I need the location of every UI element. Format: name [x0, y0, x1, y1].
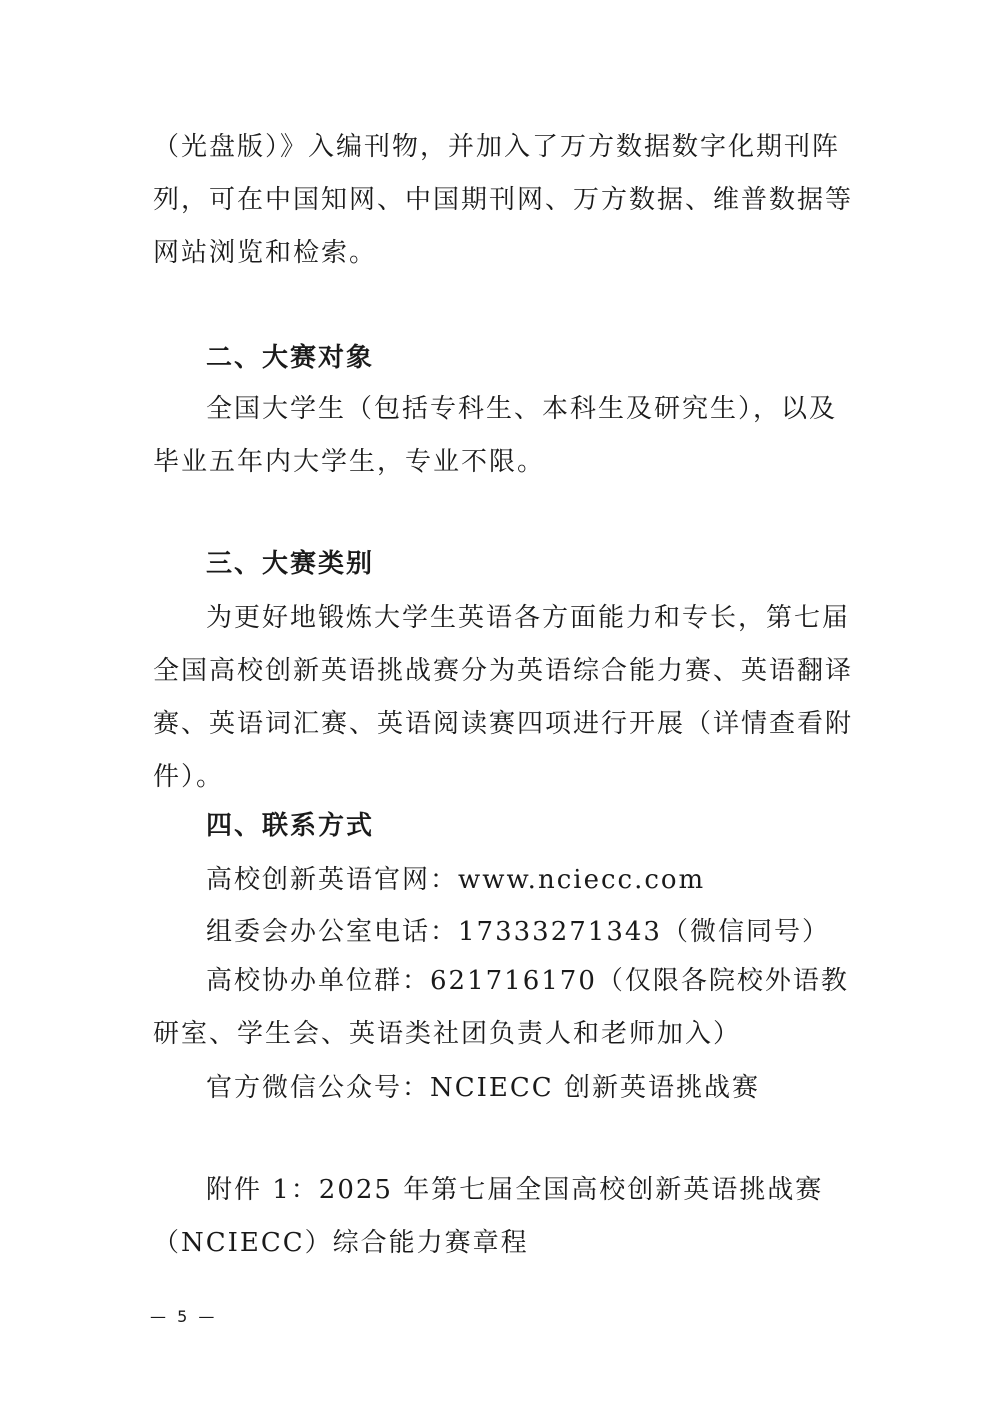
contact-group: 高校协办单位群：621716170（仅限各院校外语教研室、学生会、英语类社团负责人和老师加入）	[153, 966, 849, 1049]
contact-wechat: 官方微信公众号：NCIECC 创新英语挑战赛	[206, 1073, 760, 1103]
contact-phone: 组委会办公室电话：17333271343（微信同号）	[206, 917, 830, 947]
section3-heading: 三、大赛类别	[206, 549, 375, 579]
contact-website: 高校创新英语官网：www.nciecc.com	[206, 865, 706, 895]
attachment-note: 附件 1：2025 年第七届全国高校创新英语挑战赛（NCIECC）综合能力赛章程	[153, 1175, 824, 1258]
section4-heading: 四、联系方式	[206, 811, 375, 841]
section3-body: 为更好地锻炼大学生英语各方面能力和专长，第七届全国高校创新英语挑战赛分为英语综合能力赛、英语翻译赛、英语词汇赛、英语阅读赛四项进行开展（详情查看附件）。	[153, 603, 854, 792]
section2-heading: 二、大赛对象	[206, 343, 375, 373]
page-number: — 5 —	[150, 1307, 218, 1326]
section2-body: 全国大学生（包括专科生、本科生及研究生），以及毕业五年内大学生，专业不限。	[153, 394, 838, 477]
intro-paragraph: （光盘版）》入编刊物，并加入了万方数据数字化期刊阵列，可在中国知网、中国期刊网、万方数据、维普数据等网站浏览和检索。	[153, 132, 854, 268]
